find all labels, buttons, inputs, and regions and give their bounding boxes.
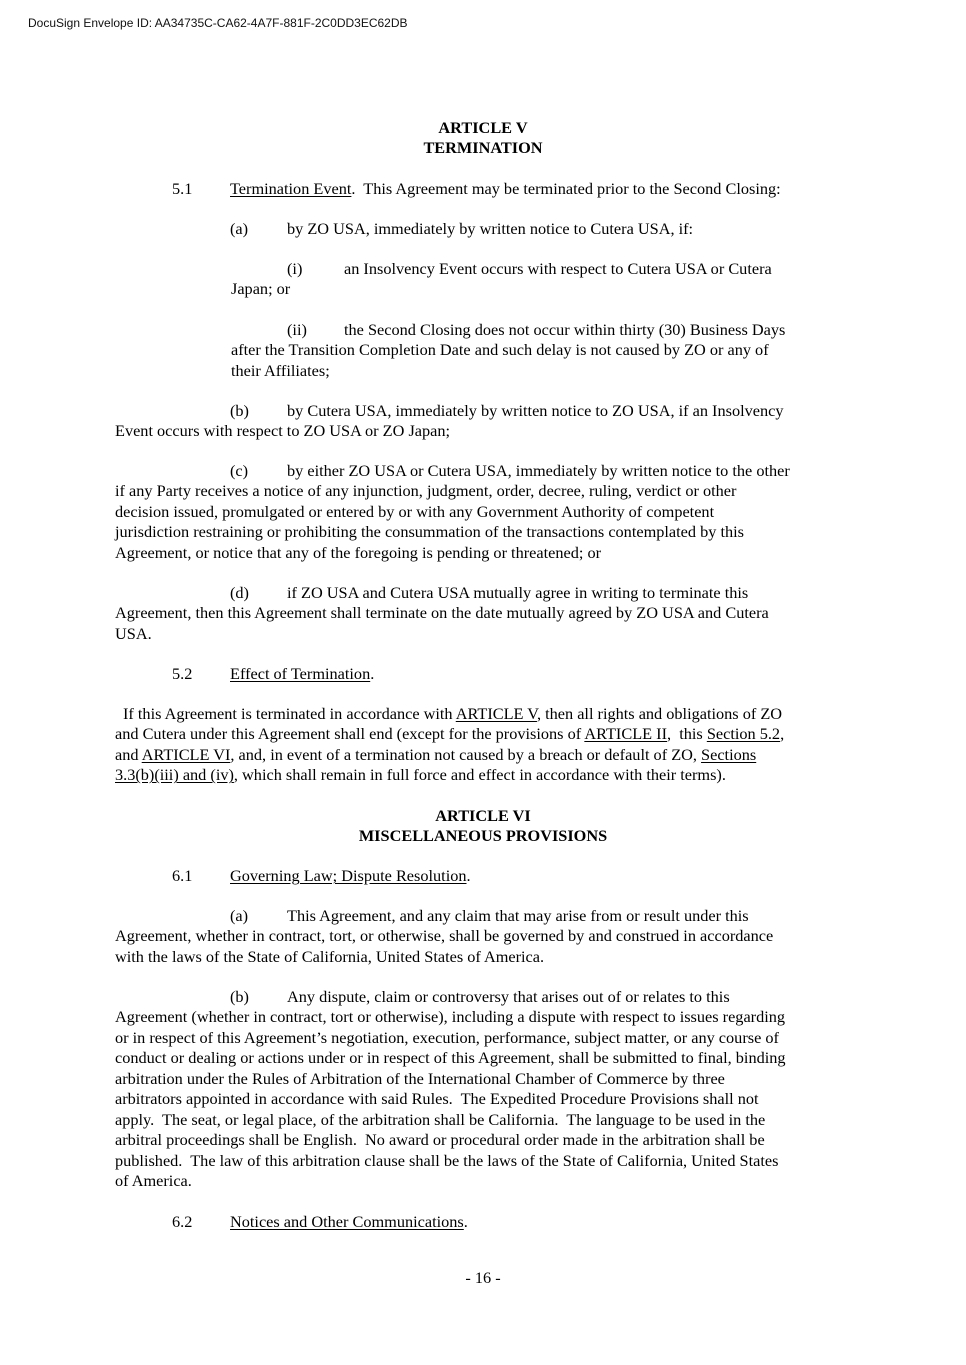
text-segment: apply. The seat, or legal place, of the arbitration shall be California. The language to be used in the — [115, 1109, 766, 1129]
text-line — [115, 1089, 759, 1109]
page-number: - 16 - — [465, 1268, 501, 1287]
docusign-envelope-id: DocuSign Envelope ID: AA34735C-CA62-4A7F-881F-2C0DD3EC62DB — [28, 16, 408, 30]
text-segment: , — [780, 724, 785, 744]
text-segment: . — [466, 866, 471, 885]
text-segment: Japan; or — [231, 279, 291, 299]
text-line — [344, 259, 772, 279]
text-segment: by either ZO USA or Cutera USA, immediately by written notice to the other — [287, 461, 790, 480]
text-segment: by Cutera USA, immediately by written notice to ZO USA, if an Insolvency — [287, 401, 784, 420]
text-segment: . — [370, 664, 375, 683]
text-segment: by ZO USA, immediately by written notice to Cutera USA, if: — [287, 219, 694, 238]
text-segment: decision issued, promulgated or entered by or with any Government Authority of competent — [115, 501, 715, 521]
text-segment: conduct or dealing or actions under or in respect of this Agreement, shall be submitted to final, binding — [115, 1048, 786, 1068]
text-line — [231, 361, 330, 381]
text-segment: after the Transition Completion Date and such delay is not caused by ZO or any of — [231, 340, 769, 360]
clause-number: (ii) — [287, 320, 307, 339]
text-segment: an Insolvency Event occurs with respect to Cutera USA or Cutera — [344, 259, 772, 278]
text-segment: arbitral proceedings shall be English. No award or procedural order made in the arbitration shall be — [115, 1130, 765, 1150]
text-segment: If this Agreement is terminated in accordance with — [123, 704, 456, 723]
text-segment: . This Agreement may be terminated prior to the Second Closing: — [351, 179, 781, 198]
text-line — [115, 481, 736, 501]
text-line — [115, 765, 726, 785]
text-segment: This Agreement, and any claim that may arise from or result under this — [287, 906, 749, 925]
text-segment: , which shall remain in full force and effect in accordance with their terms). — [233, 765, 726, 785]
cross-reference: Governing Law; Dispute Resolution — [230, 866, 467, 885]
text-line — [115, 603, 769, 623]
text-segment: Agreement, whether in contract, tort, or otherwise, shall be governed by and construed in accordance — [115, 926, 774, 946]
cross-reference: ARTICLE II — [584, 724, 667, 744]
clause-number: (a) — [230, 906, 249, 925]
text-line — [115, 745, 756, 765]
text-line — [287, 987, 730, 1007]
text-line — [115, 1130, 765, 1150]
text-line — [115, 543, 601, 563]
text-line — [287, 401, 783, 421]
clause-number: (a) — [230, 219, 249, 238]
clause-number: (b) — [230, 987, 249, 1006]
cross-reference: Effect of Termination — [230, 664, 371, 683]
text-line — [115, 947, 544, 967]
text-line — [115, 1007, 785, 1027]
clause-number: 6.2 — [172, 1212, 193, 1231]
text-line — [115, 421, 450, 441]
text-segment: Event occurs with respect to ZO USA or ZO Japan; — [115, 421, 451, 441]
text-segment: the Second Closing does not occur within thirty (30) Business Days — [344, 320, 786, 339]
text-segment: arbitration under the Rules of Arbitration of the International Chamber of Commerce by three — [115, 1068, 725, 1088]
article-heading: ARTICLE VI — [435, 806, 531, 825]
text-segment: or in respect of this Agreement’s negotiation, execution, performance, subject matter, or any course of — [115, 1027, 779, 1047]
clause-number: 5.1 — [172, 179, 193, 198]
text-line — [344, 320, 785, 340]
text-segment: USA. — [115, 623, 152, 643]
cross-reference: Section 5.2 — [706, 724, 781, 744]
text-segment: . — [463, 1212, 468, 1231]
text-segment: , and, in event of a termination not caused by a breach or default of ZO, — [230, 744, 702, 764]
text-line — [115, 502, 714, 522]
text-line — [230, 1212, 468, 1232]
text-line — [231, 340, 769, 360]
text-line — [287, 219, 693, 239]
text-segment: Any dispute, claim or controversy that arises out of or relates to this — [287, 987, 730, 1006]
text-line — [230, 866, 471, 886]
clause-number: (i) — [287, 259, 303, 278]
text-segment: with the laws of the State of California, United States of America. — [115, 946, 545, 966]
text-segment: Agreement, or notice that any of the foregoing is pending or threatened; or — [115, 542, 602, 562]
cross-reference: Notices and Other Communications — [230, 1212, 464, 1231]
clause-number: (b) — [230, 401, 249, 420]
text-segment: , this — [667, 724, 707, 744]
text-segment: of America. — [115, 1171, 192, 1191]
clause-number: 5.2 — [172, 664, 193, 683]
text-line — [115, 724, 784, 744]
text-segment: and — [115, 744, 142, 764]
text-line — [287, 906, 749, 926]
text-segment: Agreement, then this Agreement shall terminate on the date mutually agreed by ZO USA and Cutera — [115, 603, 769, 623]
text-line — [115, 1151, 778, 1171]
text-line — [287, 583, 748, 603]
cross-reference: ARTICLE V — [455, 704, 537, 723]
cross-reference: Termination Event — [230, 179, 352, 198]
text-line — [287, 461, 790, 481]
cross-reference: ARTICLE VI — [141, 744, 231, 764]
text-line — [115, 1048, 786, 1068]
article-heading: TERMINATION — [423, 138, 543, 158]
text-line — [115, 1110, 765, 1130]
cross-reference: Sections — [701, 744, 757, 764]
text-line — [230, 179, 781, 199]
text-segment: and Cutera under this Agreement shall end (except for the provisions of — [115, 724, 585, 744]
text-segment: published. The law of this arbitration clause shall be the laws of the State of California, United States — [115, 1150, 779, 1170]
text-line — [115, 926, 773, 946]
text-segment: Agreement (whether in contract, tort or otherwise), including a dispute with respect to issues regarding — [115, 1007, 786, 1027]
text-segment: arbitrators appointed in accordance with said Rules. The Expedited Procedure Provisions shall not — [115, 1089, 759, 1109]
text-segment: if ZO USA and Cutera USA mutually agree in writing to terminate this — [287, 583, 749, 602]
text-segment: if any Party receives a notice of any injunction, judgment, order, decree, ruling, verdict or other — [115, 481, 737, 501]
text-segment: , then all rights and obligations of ZO — [536, 704, 783, 723]
clause-number: (c) — [230, 461, 249, 480]
cross-reference: 3.3(b)(iii) and (iv) — [115, 765, 234, 785]
text-line — [230, 664, 374, 684]
text-line — [115, 1069, 725, 1089]
text-line — [115, 1171, 192, 1191]
text-segment: their Affiliates; — [231, 360, 330, 380]
text-line — [115, 1028, 779, 1048]
clause-number: 6.1 — [172, 866, 193, 885]
text-line — [231, 279, 290, 299]
text-segment: jurisdiction restraining or prohibiting the consummation of the transactions contemplated by this — [115, 522, 744, 542]
article-heading: MISCELLANEOUS PROVISIONS — [358, 826, 608, 846]
text-line — [115, 522, 744, 542]
text-line — [115, 624, 152, 644]
text-line — [123, 704, 782, 724]
article-heading: ARTICLE V — [438, 118, 528, 137]
clause-number: (d) — [230, 583, 249, 602]
